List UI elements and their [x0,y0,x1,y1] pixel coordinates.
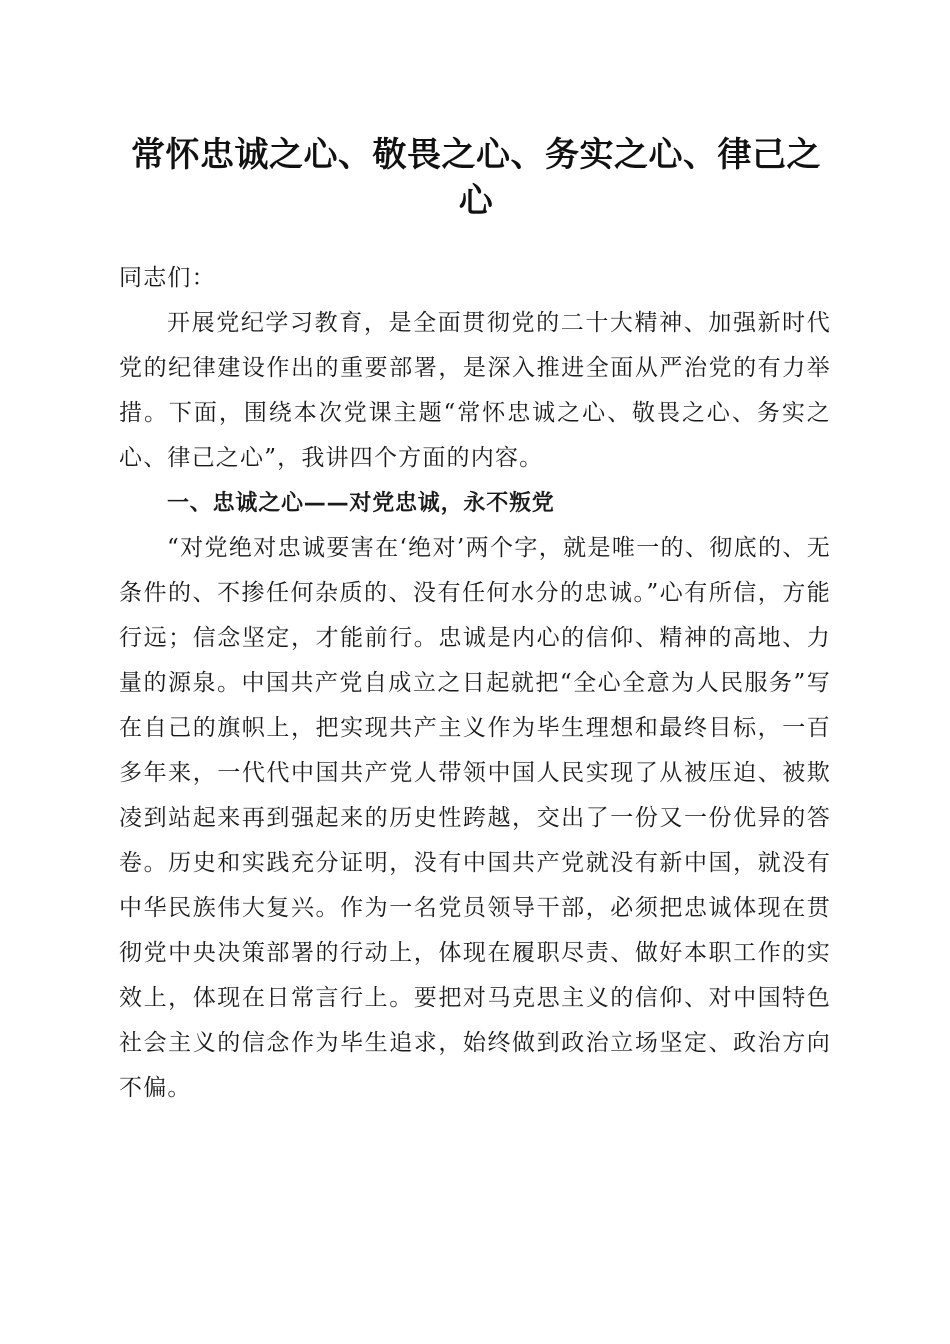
document-title: 常怀忠诚之心、敬畏之心、务实之心、律己之心 [131,135,821,221]
greeting: 同志们： [119,265,216,291]
intro-paragraph: 开展党纪学习教育，是全面贯彻党的二十大精神、加强新时代党的纪律建设作出的重要部署，是深入推进全面从严治党的有力举措。下面，围绕本次党课主题“常怀忠诚之心、敬畏之心、务实之心、律己之心”，我讲四个方面的内容。 [119,310,831,471]
document-body [119,256,831,1111]
section-1-paragraph: “对党绝对忠诚要害在‘绝对’两个字，就是唯一的、彻底的、无条件的、不掺任何杂质的、没有任何水分的忠诚。”心有所信，方能行远；信念坚定，才能前行。忠诚是内心的信仰、精神的高地、力量的源泉。中国共产党自成立之日起就把“全心全意为人民服务”写在自己的旗帜上，把实现共产主义作为毕生理想和最终目标，一百多年来，一代代中国共产党人带领中国人民实现了从被压迫、被欺凌到站起来再到强起来的历史性跨越，交出了一份又一份优异的答卷。历史和实践充分证明，没有中国共产党就没有新中国，就没有中华民族伟大复兴。作为一名党员领导干部，必须把忠诚体现在贯彻党中央决策部署的行动上，体现在履职尽责、做好本职工作的实效上，体现在日常言行上。要把对马克思主义的信仰、对中国特色社会主义的信念作为毕生追求，始终做到政治立场坚定、政治方向不偏。 [119,535,831,1101]
section-1-heading: 一、忠诚之心——对党忠诚，永不叛党 [167,491,555,516]
